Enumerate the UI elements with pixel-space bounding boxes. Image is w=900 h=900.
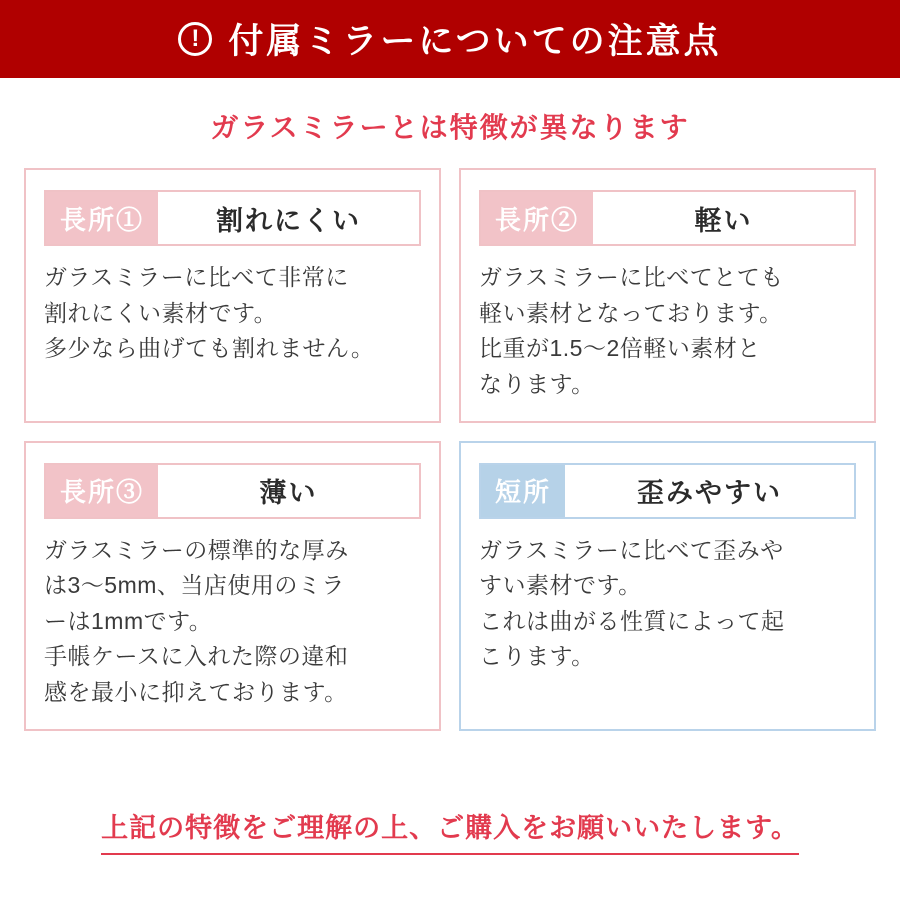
card-header	[479, 463, 856, 519]
feature-card-grid	[24, 168, 876, 731]
card-body-line: ーは1mmです。	[44, 607, 213, 634]
feature-card-merit-2	[459, 168, 876, 423]
exclamation-circle-icon: !	[178, 22, 212, 56]
card-body-line: ガラスミラーの標準的な厚み	[44, 536, 349, 563]
card-body-line: ガラスミラーに比べて歪みや	[479, 536, 784, 563]
card-tag: 長所③	[46, 465, 158, 517]
card-body-line: ガラスミラーに比べて非常に	[44, 264, 349, 290]
card-tag: 短所	[481, 465, 565, 517]
card-body	[479, 533, 856, 676]
page-header	[0, 0, 900, 78]
card-headline: 軽い	[694, 205, 753, 236]
card-body-line: 割れにくい素材です。	[44, 299, 278, 326]
card-body-line: 多少なら曲げても割れません。	[44, 335, 375, 362]
card-body-line: すい素材です。	[479, 572, 642, 599]
subtitle: ガラスミラーとは特徴が異なります	[210, 112, 690, 143]
card-body-line: 手帳ケースに入れた際の違和	[44, 643, 349, 670]
card-header	[479, 190, 856, 246]
page-title: 付属ミラーについての注意点	[228, 22, 722, 61]
card-header	[44, 463, 421, 519]
card-body-line: 軽い素材となっております。	[479, 299, 783, 326]
card-body-line: こります。	[479, 643, 595, 670]
feature-card-merit-3	[24, 441, 441, 731]
card-body	[44, 260, 421, 367]
card-body-line: なります。	[479, 370, 595, 397]
card-body-line: ガラスミラーに比べてとても	[479, 264, 784, 290]
card-body	[479, 260, 856, 403]
card-headline: 薄い	[259, 478, 318, 509]
card-body-line: は3〜5mm、当店使用のミラ	[44, 572, 345, 599]
feature-card-merit-1	[24, 168, 441, 423]
footer-note: 上記の特徴をご理解の上、ご購入をお願いいたします。	[101, 806, 799, 855]
card-body-line: これは曲がる性質によって起	[479, 607, 785, 634]
card-header	[44, 190, 421, 246]
card-body-line: 比重が1.5〜2倍軽い素材と	[479, 335, 761, 362]
card-body-line: 感を最小に抑えております。	[44, 679, 348, 706]
card-headline: 割れにくい	[216, 205, 361, 236]
card-headline: 歪みやすい	[637, 478, 782, 509]
card-body	[44, 533, 421, 711]
card-tag: 長所①	[46, 192, 158, 244]
page-footer	[0, 792, 900, 900]
feature-card-demerit	[459, 441, 876, 731]
card-tag: 長所②	[481, 192, 593, 244]
